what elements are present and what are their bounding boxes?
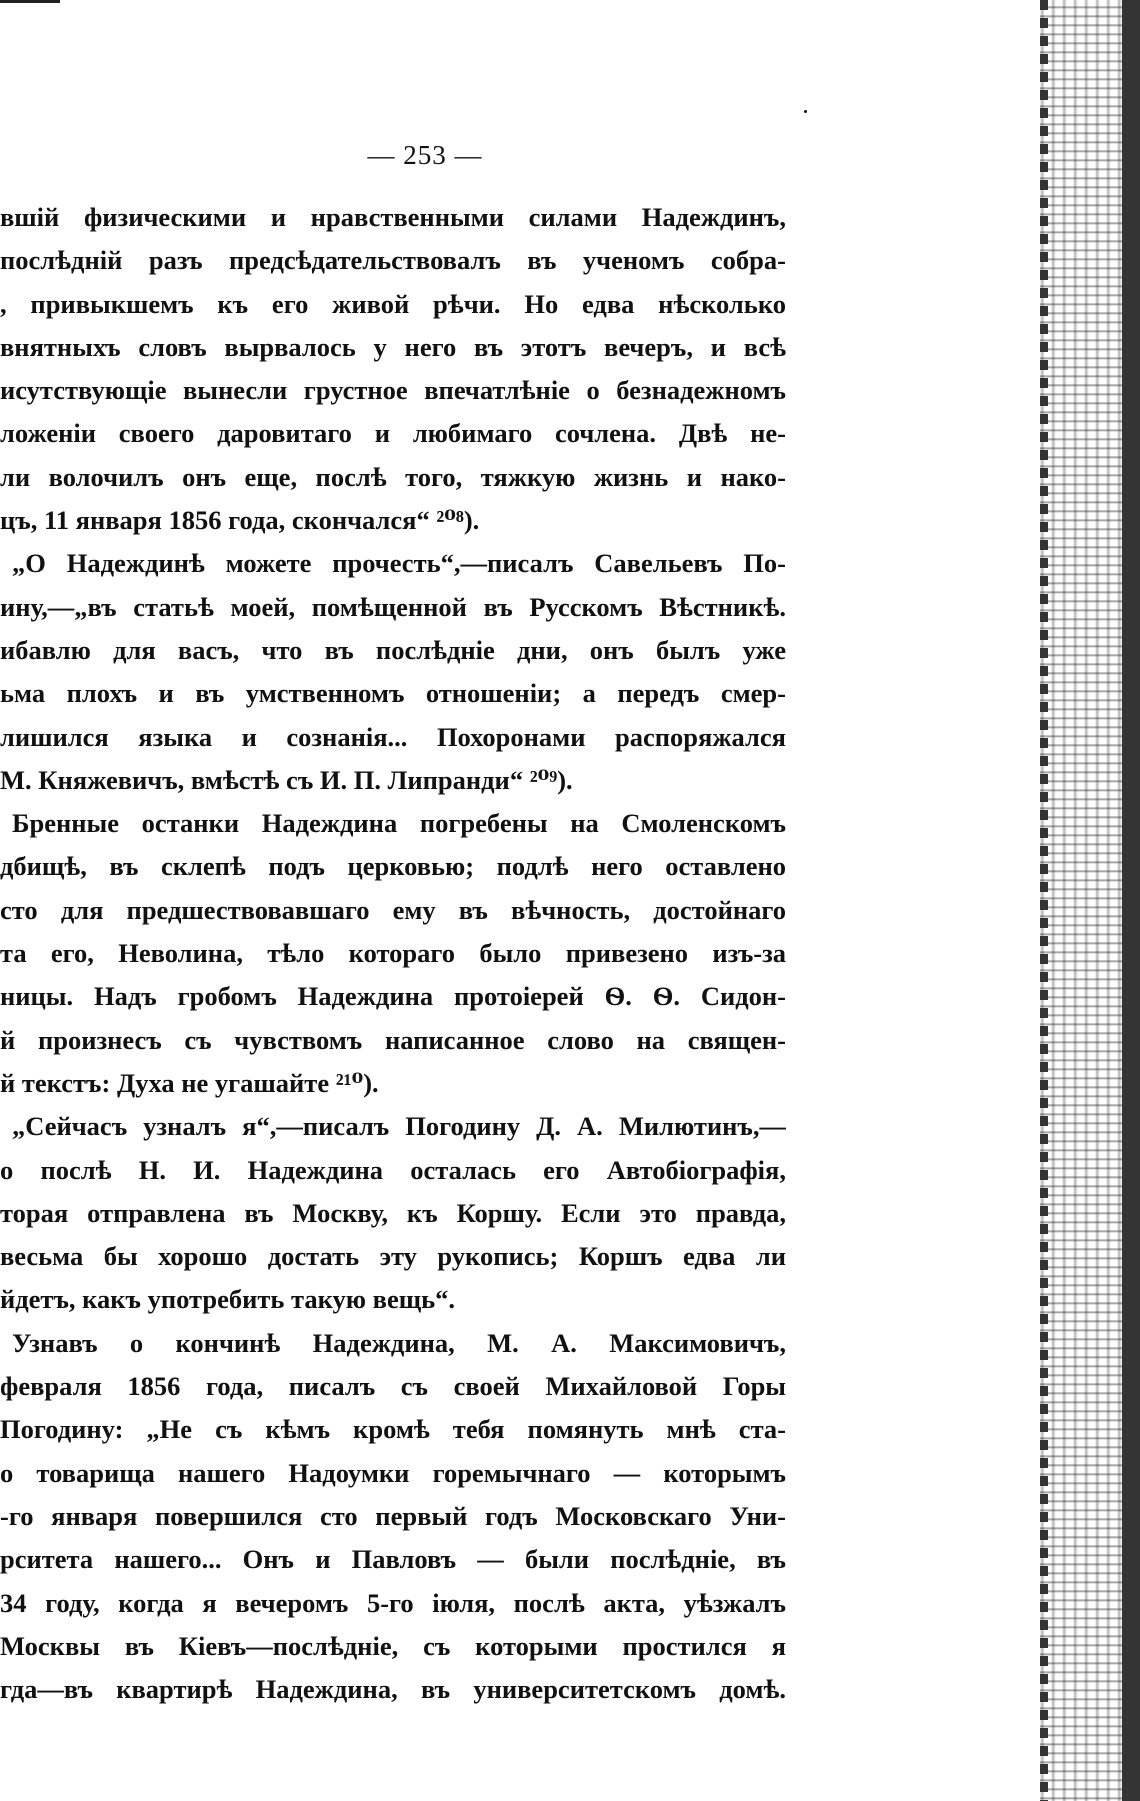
text-line: ьма плохъ и въ умственномъ отношеніи; а передъ смер- — [0, 678, 786, 709]
text-line: послѣдній разъ предсѣдательствовалъ въ ученомъ собра- — [0, 245, 786, 276]
text-line: М. Княжевичъ, вмѣстѣ съ И. П. Липранди“ ²⁰⁹). — [0, 764, 573, 795]
text-line: рситета нашего... Онъ и Павловъ — были послѣдніе, въ — [0, 1544, 786, 1575]
text-line: цъ, 11 января 1856 года, скончался“ ²⁰⁸). — [0, 505, 480, 536]
text-line: йдетъ, какъ употребить такую вещь“. — [0, 1284, 455, 1315]
scan-speck — [804, 110, 807, 113]
text-line: о товарища нашего Надоумки горемычнаго — которымъ — [0, 1457, 786, 1488]
page-number: — 253 — — [367, 140, 483, 170]
text-line: торая отправлена въ Москву, къ Коршу. Если это правда, — [0, 1197, 786, 1228]
text-line: ибавлю для васъ, что въ послѣдніе дни, онъ былъ уже — [0, 634, 786, 665]
text-line: гда—въ квартирѣ Надеждина, въ университетскомъ домѣ. — [0, 1674, 786, 1705]
text-line: исутствующіе вынесли грустное впечатлѣніе о безнадежномъ — [0, 375, 786, 406]
text-line: февраля 1856 года, писалъ съ своей Михайловой Горы — [0, 1371, 786, 1402]
text-line: внятныхъ словъ вырвалось у него въ этотъ вечеръ, и всѣ — [0, 331, 786, 362]
text-line: й произнесъ съ чувствомъ написанное слово на священ- — [0, 1024, 786, 1055]
text-line: Узнавъ о кончинѣ Надеждина, М. А. Максимовичъ, — [12, 1327, 786, 1358]
text-line: лишился языка и сознанія... Похоронами распоряжался — [0, 721, 786, 752]
text-line: ницы. Надъ гробомъ Надеждина протоіерей Ѳ. Ѳ. Сидон- — [0, 981, 786, 1012]
text-line: „Сейчасъ узналъ я“,—писалъ Погодину Д. А. Милютинъ,— — [12, 1111, 786, 1142]
text-line: ложеніи своего даровитаго и любимаго сочлена. Двѣ не- — [0, 418, 786, 449]
text-line: й текстъ: Духа не угашайте ²¹⁰). — [0, 1067, 379, 1098]
text-line: 34 году, когда я вечеромъ 5-го іюля, послѣ акта, уѣзжалъ — [0, 1587, 786, 1618]
text-line: Погодину: „Не съ кѣмъ кромѣ тебя помянуть мнѣ ста- — [0, 1414, 786, 1445]
scan-corner-mark — [0, 0, 60, 3]
text-line: Бренные останки Надеждина погребены на Смоленскомъ — [12, 808, 786, 839]
text-line: весьма бы хорошо достать эту рукопись; Коршъ едва ли — [0, 1241, 786, 1272]
body-text — [0, 196, 786, 1711]
text-line: сто для предшествовавшаго ему въ вѣчность, достойнаго — [0, 894, 786, 925]
text-line: та его, Неволина, тѣло котораго было привезено изъ-за — [0, 938, 786, 969]
text-line: ину,—„въ статьѣ моей, помѣщенной въ Русскомъ Вѣстникѣ. — [0, 591, 786, 622]
text-line: дбищѣ, въ склепѣ подъ церковью; подлѣ него оставлено — [0, 851, 786, 882]
text-line: о послѣ Н. И. Надеждина осталась его Автобіографія, — [0, 1154, 786, 1185]
text-line: , привыкшемъ къ его живой рѣчи. Но едва нѣсколько — [0, 288, 786, 319]
scan-binding-edge — [1040, 0, 1140, 1801]
text-line: „О Надеждинѣ можете прочесть“,—писалъ Савельевъ По- — [12, 548, 786, 579]
text-line: вшій физическими и нравственными силами Надеждинъ, — [0, 202, 786, 232]
text-line: -го января повершился сто первый годъ Московскаго Уни- — [0, 1500, 786, 1531]
text-line: Москвы въ Кіевъ—послѣдніе, съ которыми простился я — [0, 1630, 786, 1661]
text-line: ли волочилъ онъ еще, послѣ того, тяжкую жизнь и нако- — [0, 461, 786, 492]
